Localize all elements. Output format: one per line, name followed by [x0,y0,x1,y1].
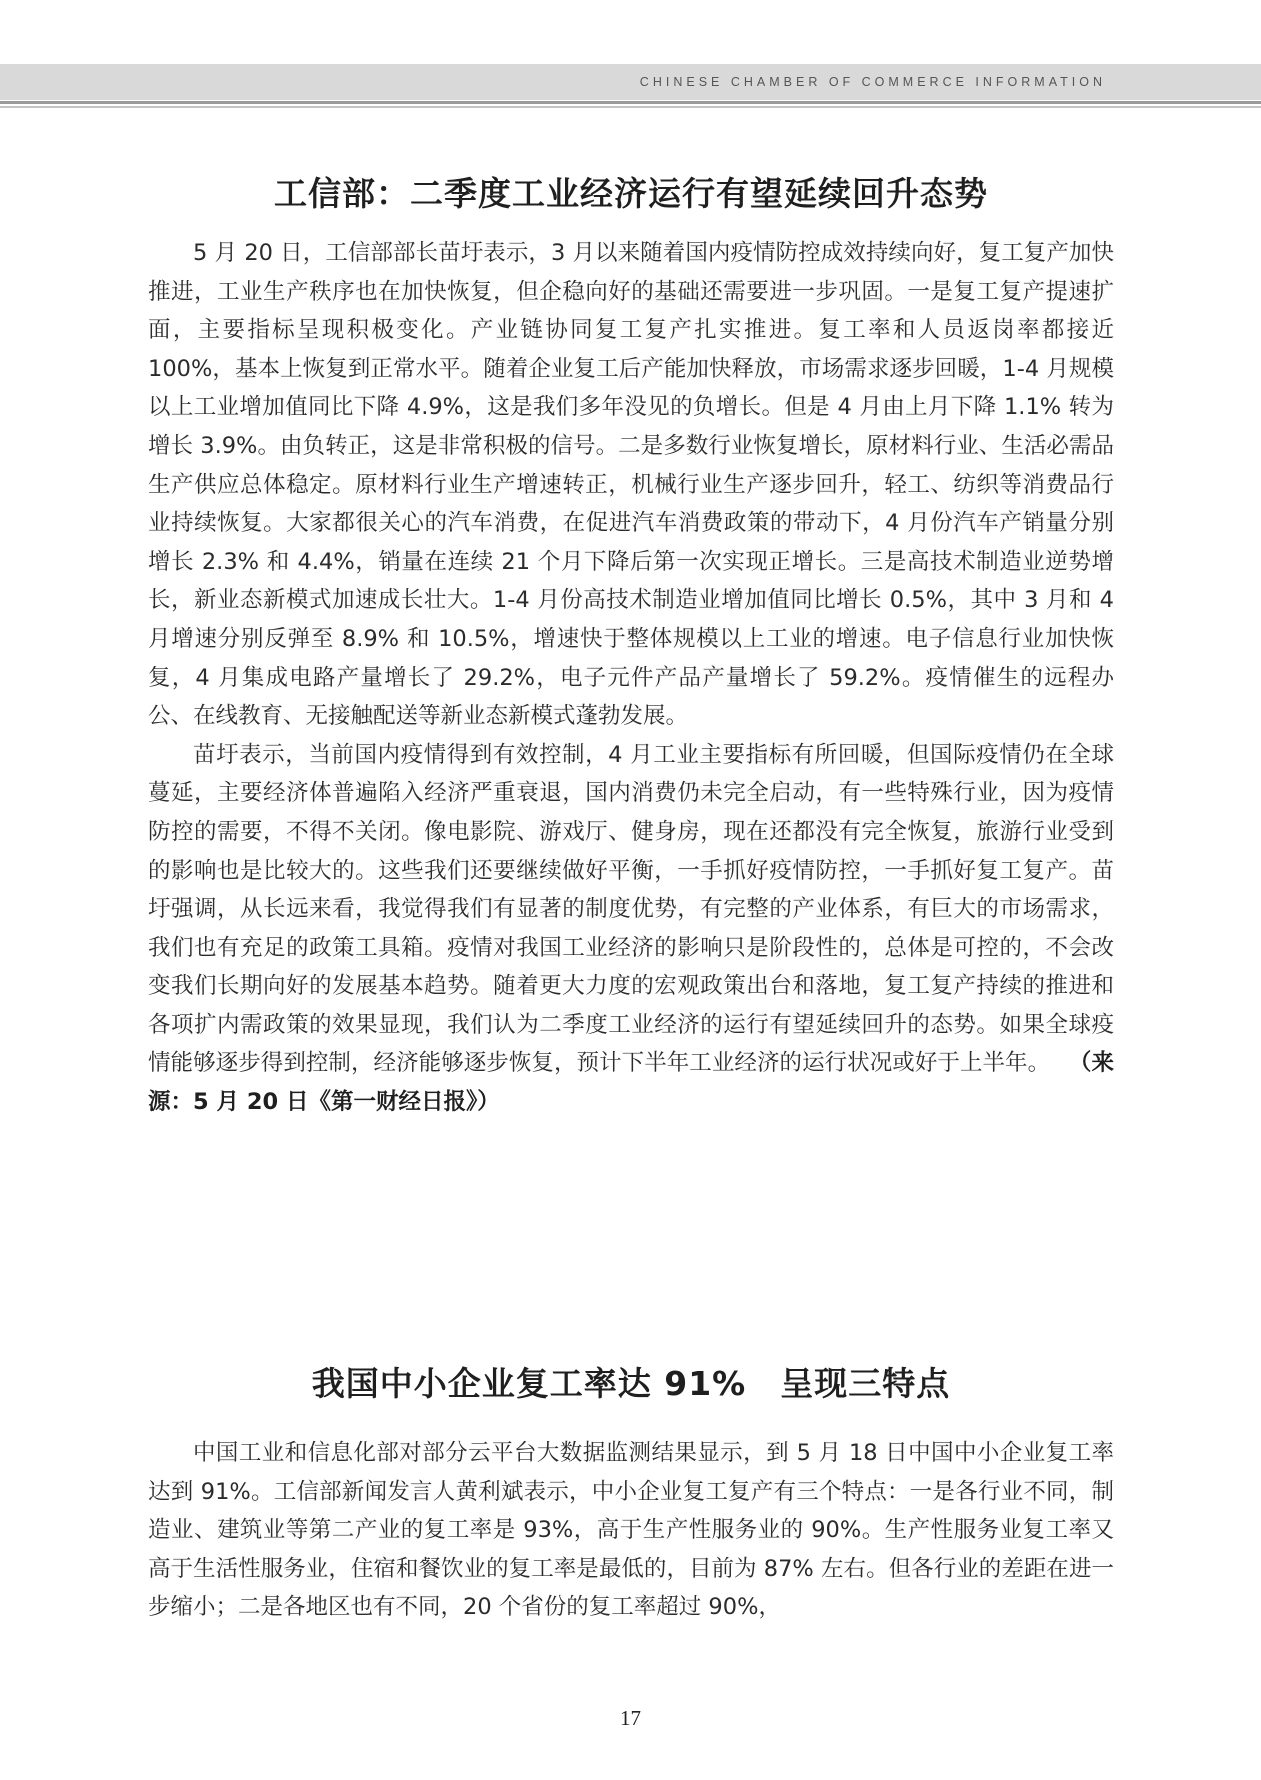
article-paragraph: 5 月 20 日，工信部部长苗圩表示，3 月以来随着国内疫情防控成效持续向好，复工复产加快推进，工业生产秩序也在加快恢复，但企稳向好的基础还需要进一步巩固。一是复工复产提速扩面，主要指标呈现积极变化。产业链协同复工复产扎实推进。复工率和人员返岗率都接近 100%，基本上恢复到正常水平。随着企业复工后产能加快释放，市场需求逐步回暖，1-4 月规模以上工业增加值同比下降 4.9%，这是我们多年没见的负增长。但是 4 月由上月下降 1.1% 转为增长 3.9%。由负转正，这是非常积极的信号。二是多数行业恢复增长，原材料行业、生活必需品生产供应总体稳定。原材料行业生产增速转正，机械行业生产逐步回升，轻工、纺织等消费品行业持续恢复。大家都很关心的汽车消费，在促进汽车消费政策的带动下，4 月份汽车产销量分别增长 2.3% 和 4.4%，销量在连续 21 个月下降后第一次实现正增长。三是高技术制造业逆势增长，新业态新模式加速成长壮大。1-4 月份高技术制造业增加值同比增长 0.5%，其中 3 月和 4 月增速分别反弹至 8.9% 和 10.5%，增速快于整体规模以上工业的增速。电子信息行业加快恢复，4 月集成电路产量增长了 29.2%，电子元件产品产量增长了 59.2%。疫情催生的远程办公、在线教育、无接触配送等新业态新模式蓬勃发展。 [148,240,1114,730]
page-number: 17 [620,1706,641,1730]
article-1 [148,172,1114,1122]
header-rule [0,101,1261,104]
header-rule-thin [0,106,1261,108]
article-2 [148,1362,1114,1627]
article-paragraph: 中国工业和信息化部对部分云平台大数据监测结果显示，到 5 月 18 日中国中小企业复工率达到 91%。工信部新闻发言人黄利斌表示，中小企业复工复产有三个特点：一是各行业不同，制造业、建筑业等第二产业的复工率是 93%，高于生产性服务业的 90%。生产性服务业复工率又高于生活性服务业，住宿和餐饮业的复工率是最低的，目前为 87% 左右。但各行业的差距在进一步缩小；二是各地区也有不同，20 个省份的复工率超过 90%， [148,1440,1114,1621]
article-paragraph [148,736,1114,1122]
article-title: 工信部：二季度工业经济运行有望延续回升态势 [274,174,988,213]
paragraph-text: 苗圩表示，当前国内疫情得到有效控制，4 月工业主要指标有所回暖，但国际疫情仍在全球蔓延，主要经济体普遍陷入经济严重衰退，国内消费仍未完全启动，有一些特殊行业，因为疫情防控的需要，不得不关闭。像电影院、游戏厅、健身房，现在还都没有完全恢复，旅游行业受到的影响也是比较大的。这些我们还要继续做好平衡，一手抓好疫情防控，一手抓好复工复产。苗圩强调，从长远来看，我觉得我们有显著的制度优势，有完整的产业体系，有巨大的市场需求，我们也有充足的政策工具箱。疫情对我国工业经济的影响只是阶段性的，总体是可控的，不会改变我们长期向好的发展基本趋势。随着更大力度的宏观政策出台和落地，复工复产持续的推进和各项扩内需政策的效果显现，我们认为二季度工业经济的运行有望延续回升的态势。如果全球疫情能够逐步得到控制，经济能够逐步恢复，预计下半年工业经济的运行状况或好于上半年。 [148,741,1114,1077]
source-citation: （来源：5 月 20 日《第一财经日报》） [148,1050,1114,1116]
running-header: CHINESE CHAMBER OF COMMERCE INFORMATION [639,75,1106,89]
article-title: 我国中小企业复工率达 91% 呈现三特点 [311,1364,951,1403]
